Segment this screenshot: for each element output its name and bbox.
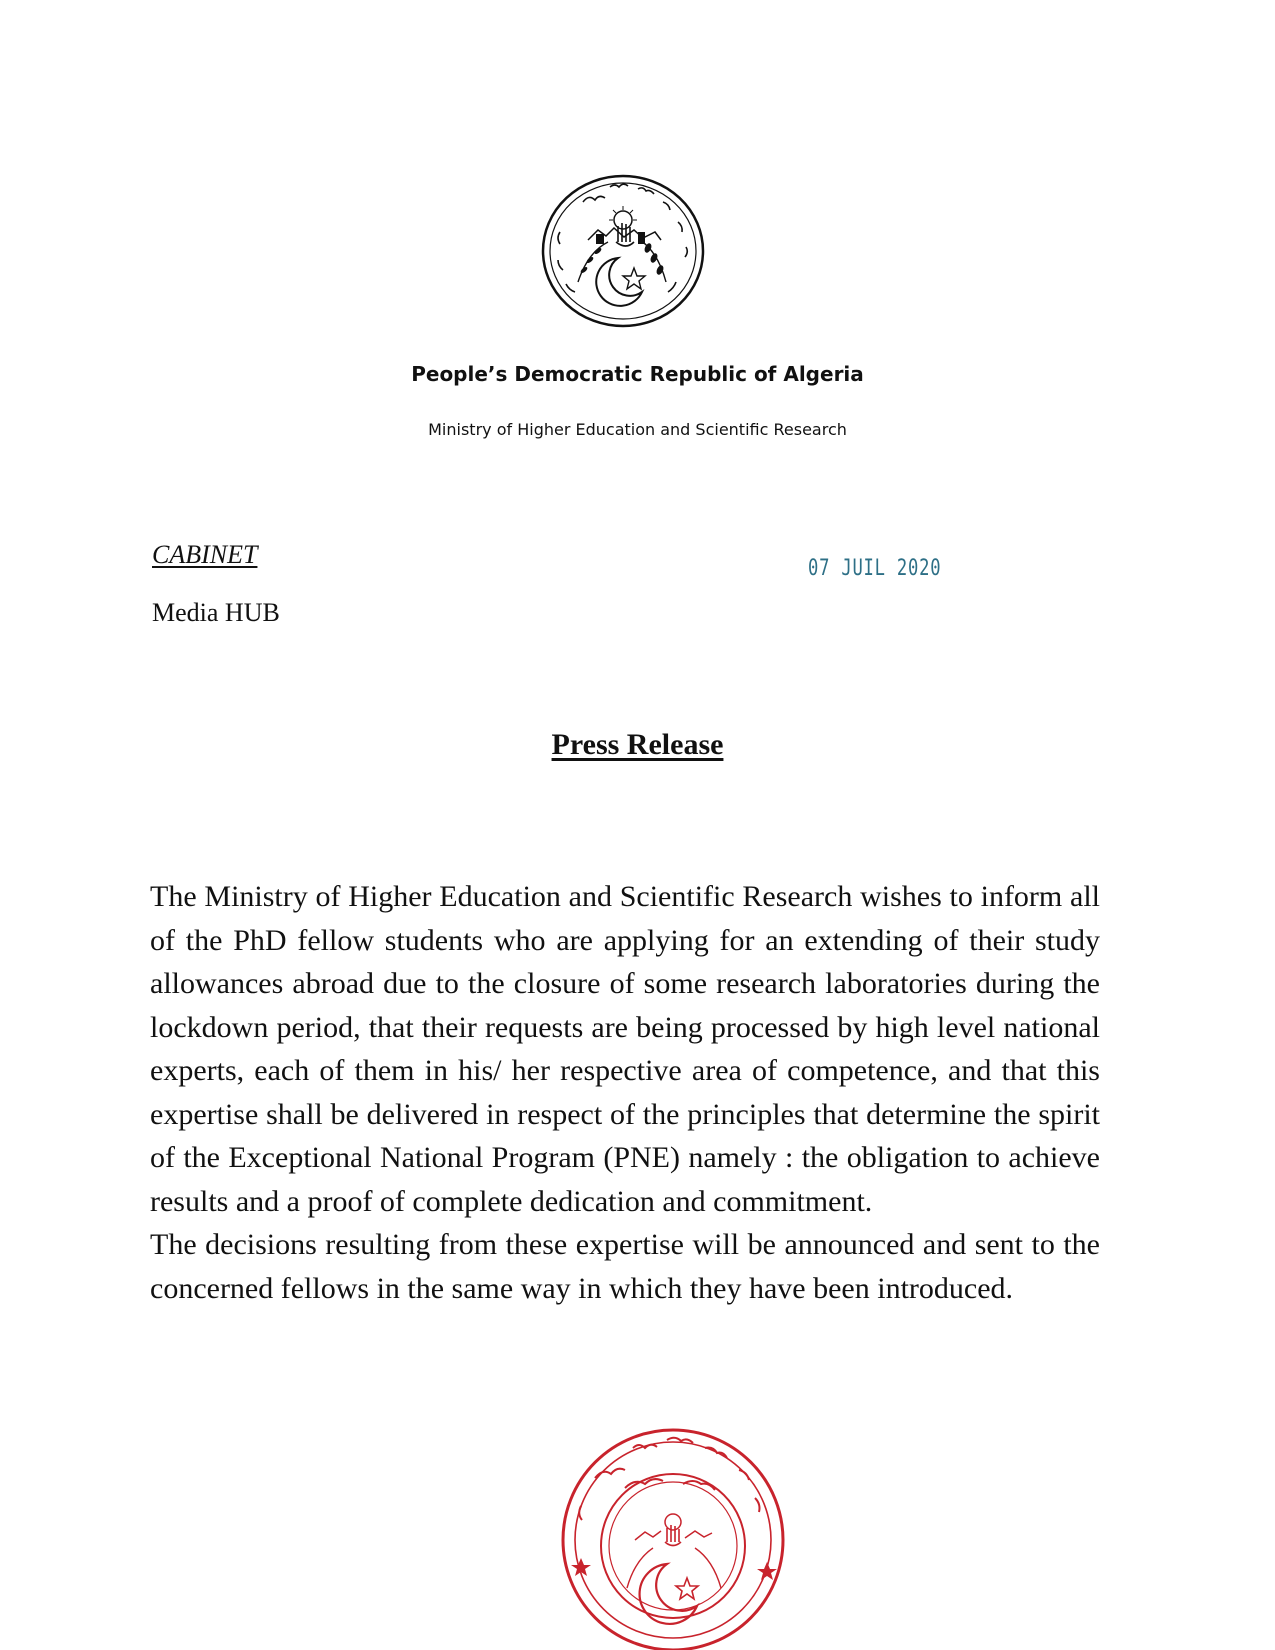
document-title: Press Release: [551, 728, 724, 761]
department-label: CABINET: [152, 540, 258, 569]
ministry-subheading: Ministry of Higher Education and Scientific Research: [428, 420, 847, 439]
date-stamp: 07 JUIL 2020: [808, 556, 942, 581]
country-heading: People’s Democratic Republic of Algeria: [411, 362, 864, 386]
body-text: [150, 875, 1100, 1310]
national-emblem-icon: [538, 172, 708, 330]
body-paragraph-1: The Ministry of Higher Education and Scientific Research wishes to inform all of the PhD fellow students who are applying for an extending of their study allowances abroad due to the closure of some research laboratories during the lockdown period, that their requests are being processed by high level national experts, each of them in his/ her respective area of competence, and that this expertise shall be delivered in respect of the principles that determine the spirit of the Exceptional National Program (PNE) namely : the obligation to achieve results and a proof of complete dedication and commitment.: [150, 880, 1100, 1218]
official-seal-icon: [555, 1418, 795, 1650]
unit-label: Media HUB: [152, 598, 280, 627]
body-paragraph-2: The decisions resulting from these expertise will be announced and sent to the concerned fellows in the same way in which they have been introduced.: [150, 1228, 1100, 1305]
